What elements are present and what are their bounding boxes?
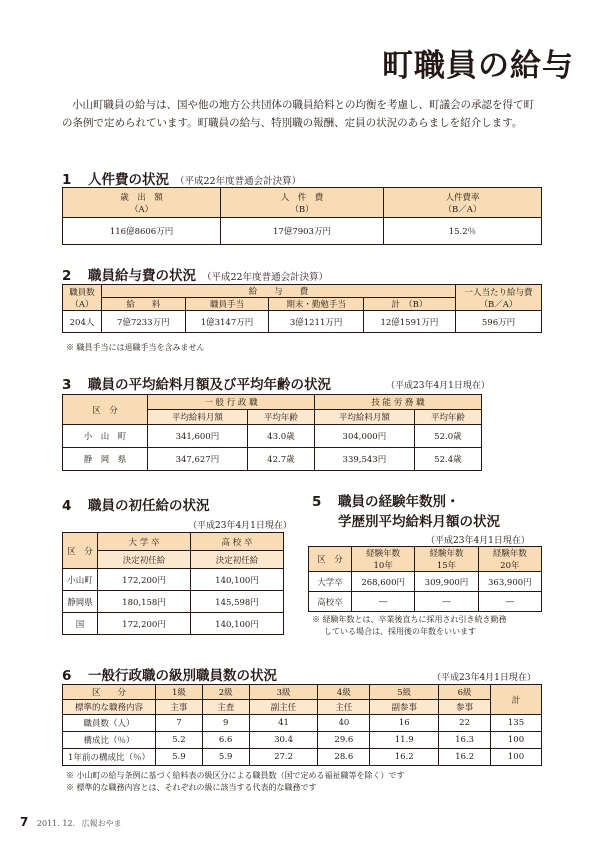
header-cell: 人件費率 （B／A） [383, 188, 541, 218]
header-cell: 4級 [318, 685, 370, 700]
table-row: 構成比（％） 5.2 6.6 30.4 29.6 11.9 16.3 100 [63, 732, 542, 749]
value-cell: 15.2％ [383, 218, 541, 245]
section-3-heading: 3 職員の平均給料月額及び平均年齢の状況 [62, 377, 331, 393]
as-of-date: （平成23年4月1日現在） [386, 381, 490, 391]
header-cell: 平均年齢 [247, 410, 314, 425]
header-cell: 経験年数 15年 [415, 547, 478, 572]
average-salary-table [62, 394, 482, 471]
grade-staff-table [62, 684, 542, 766]
header-cell: 平均給料月額 [148, 410, 248, 425]
table-row: 小山町 172,200円 140,100円 [63, 569, 284, 591]
value-cell: 596万円 [456, 311, 542, 333]
header-cell: 区 分 [63, 685, 156, 700]
footnote: している場合は、採用後の年数をいいます [324, 627, 476, 636]
header-cell: 経験年数 20年 [478, 547, 541, 572]
table-row: 静岡県 180,158円 145,598円 [63, 591, 284, 613]
issue-date: 2011. 12. [36, 819, 76, 828]
footnote: ※ 標準的な職務内容とは、それぞれの級に該当する代表的な職務です [66, 783, 317, 792]
header-cell: 計 （B） [363, 298, 455, 311]
experience-salary-table [308, 546, 542, 612]
section-number: 1 [62, 172, 72, 188]
section-4-heading: 4 職員の初任給の状況 [62, 498, 210, 514]
header-cell: 区 分 [63, 395, 148, 425]
page-footer [20, 815, 122, 829]
section-title: 人件費の状況 [88, 172, 169, 188]
header-cell: 職員数 （A） [63, 285, 102, 311]
header-cell: 決定初任給 [191, 551, 284, 569]
header-cell: 副主任 [249, 700, 318, 715]
value-cell: 3億1211万円 [269, 311, 364, 333]
table-row: 1年前の構成比（％） 5.9 5.9 27.2 28.6 16.2 16.2 100 [63, 749, 542, 766]
as-of-date: （平成23年4月1日現在） [188, 521, 292, 531]
header-cell: 技 能 労 務 職 [314, 395, 481, 410]
header-cell: 標準的な職務内容 [63, 700, 156, 715]
header-cell: 平均給料月額 [314, 410, 414, 425]
section-5-heading: 5 職員の経験年数別・ [312, 494, 460, 510]
header-cell: 人 件 費 （B） [221, 188, 384, 218]
header-cell: 6級 [439, 685, 491, 700]
header-cell: 主事 [156, 700, 203, 715]
header-cell: 区 分 [309, 547, 352, 572]
as-of-date: （平成23年4月1日現在） [432, 673, 536, 683]
header-cell: 大 学 卒 [98, 533, 191, 551]
header-cell: 経験年数 10年 [352, 547, 415, 572]
header-cell: 1級 [156, 685, 203, 700]
section-6-heading: 6 一般行政職の級別職員数の状況 [62, 668, 277, 684]
section-2-heading: 2 職員給与費の状況 （平成22年度普通会計決算） [62, 268, 329, 284]
header-cell: 一人当たり給与費 （B／A） [456, 285, 542, 311]
section-5-heading-line2: 学歴別平均給料月額の状況 [338, 514, 500, 530]
table-row: 職員数（人） 7 9 41 40 16 22 135 [63, 715, 542, 732]
page-title: 町職員の給与 [382, 48, 574, 84]
value-cell: 12億1591万円 [363, 311, 455, 333]
header-cell: 参事 [439, 700, 491, 715]
value-cell: 116億8606万円 [63, 218, 221, 245]
value-cell: 17億7903万円 [221, 218, 384, 245]
header-cell: 3級 [249, 685, 318, 700]
header-cell: 5級 [370, 685, 439, 700]
header-cell: 副参事 [370, 700, 439, 715]
header-cell: 決定初任給 [98, 551, 191, 569]
page-number: 7 [20, 815, 29, 829]
starting-salary-table [62, 532, 284, 635]
footnote: ※ 経験年数とは、卒業後直ちに採用され引き続き勤務 [312, 615, 507, 624]
table-row: 高校卒 ― ― ― [309, 592, 542, 612]
header-cell: 給 料 [102, 298, 186, 311]
personnel-cost-table [62, 187, 542, 245]
footnote: ※ 職員手当には退職手当を含みません [66, 343, 205, 352]
header-cell: 主査 [202, 700, 249, 715]
publication-name: 広報おやま [81, 819, 122, 828]
header-cell: 一 般 行 政 職 [148, 395, 315, 410]
header-cell: 計 [491, 685, 542, 715]
section-subtitle: （平成22年度普通会計決算） [175, 176, 302, 187]
table-row: 大学卒 268,600円 309,900円 363,900円 [309, 572, 542, 592]
table-row: 小 山 町 341,600円 43.0歳 304,000円 52.0歳 [63, 425, 482, 448]
header-cell: 期末・勤勉手当 [269, 298, 364, 311]
section-1-heading [62, 168, 301, 188]
header-cell: 高 校 卒 [191, 533, 284, 551]
header-cell: 区 分 [63, 533, 98, 569]
header-cell: 歳 出 額 （A） [63, 188, 221, 218]
table-row: 静 岡 県 347,627円 42.7歳 339,543円 52.4歳 [63, 448, 482, 471]
header-cell: 平均年齢 [414, 410, 481, 425]
header-cell: 主任 [318, 700, 370, 715]
value-cell: 204人 [63, 311, 102, 333]
table-row: 国 172,200円 140,100円 [63, 613, 284, 635]
header-cell: 職員手当 [185, 298, 269, 311]
value-cell: 1億3147万円 [185, 311, 269, 333]
header-cell: 2級 [202, 685, 249, 700]
salary-cost-table [62, 284, 542, 333]
header-cell: 給 与 費 [102, 285, 456, 298]
footnote: ※ 小山町の給与条例に基づく給料表の級区分による職員数（国で定める福祉職等を除く）です [66, 771, 405, 780]
as-of-date: （平成23年4月1日現在） [426, 536, 530, 546]
intro-text: 小山町職員の給与は、国や他の地方公共団体の職員給料との均衡を考慮し、町議会の承認を得て町の条例で定められています。町職員の給与、特別職の報酬、定員の状況のあらましを紹介します。 [62, 99, 534, 129]
value-cell: 7億7233万円 [102, 311, 186, 333]
